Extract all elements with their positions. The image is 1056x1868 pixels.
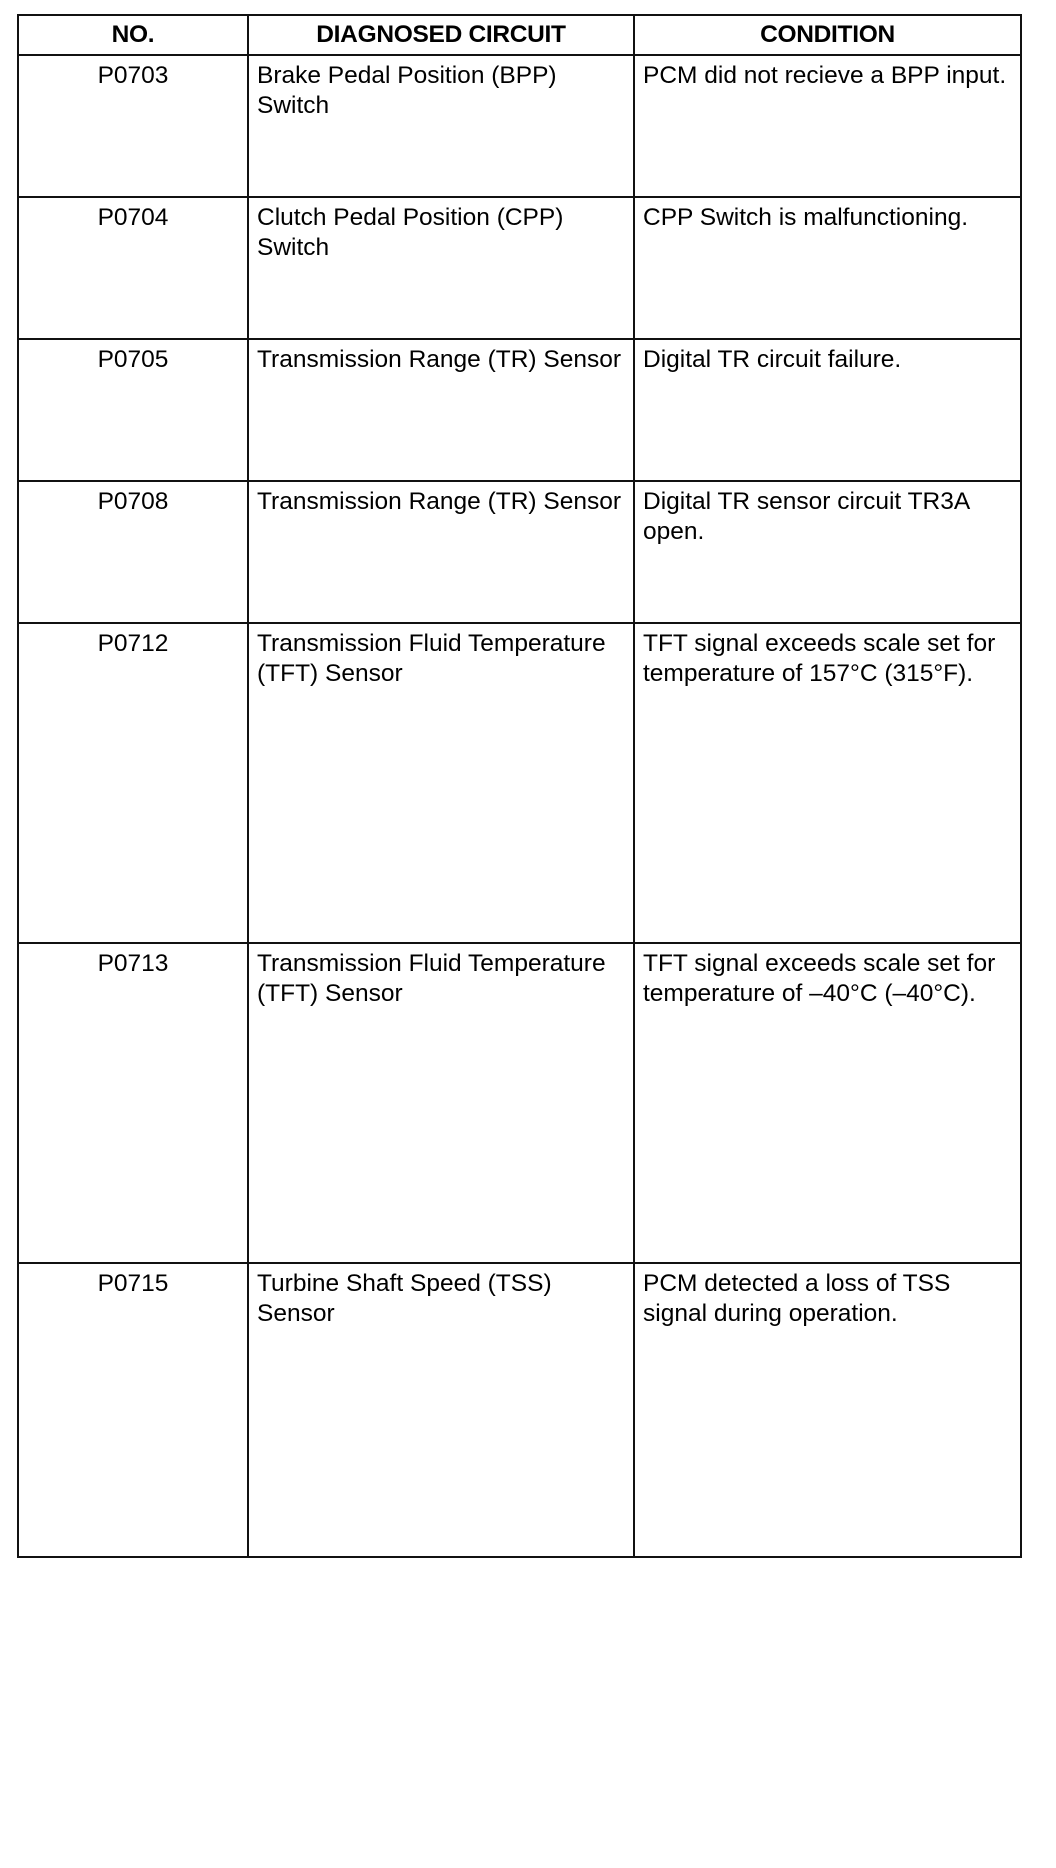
diagnosed-circuit: Clutch Pedal Position (CPP) Switch [248,197,634,339]
header-no: NO. [18,15,248,55]
diagnosed-circuit: Brake Pedal Position (BPP) Switch [248,55,634,197]
condition: Digital TR sensor circuit TR3A open. [634,481,1021,623]
table-row [18,623,1021,943]
dtc-code: P0703 [18,55,248,197]
table-row [18,339,1021,481]
header-diagnosed-circuit: DIAGNOSED CIRCUIT [248,15,634,55]
condition: CPP Switch is malfunctioning. [634,197,1021,339]
dtc-code: P0713 [18,943,248,1263]
diagnosed-circuit: Transmission Fluid Temperature (TFT) Sensor [248,623,634,943]
condition: TFT signal exceeds scale set for temperature of –40°C (–40°C). [634,943,1021,1263]
table-row [18,55,1021,197]
dtc-code: P0705 [18,339,248,481]
dtc-code: P0715 [18,1263,248,1557]
table-row [18,943,1021,1263]
table-row [18,1263,1021,1557]
dtc-table [17,14,1022,1558]
dtc-code: P0708 [18,481,248,623]
dtc-code: P0712 [18,623,248,943]
table-row [18,481,1021,623]
diagnosed-circuit: Transmission Range (TR) Sensor [248,481,634,623]
diagnosed-circuit: Transmission Range (TR) Sensor [248,339,634,481]
dtc-code: P0704 [18,197,248,339]
table-row [18,197,1021,339]
header-condition: CONDITION [634,15,1021,55]
diagnosed-circuit: Turbine Shaft Speed (TSS) Sensor [248,1263,634,1557]
table-body [18,55,1021,1557]
condition: Digital TR circuit failure. [634,339,1021,481]
table-header [18,15,1021,55]
condition: PCM detected a loss of TSS signal during operation. [634,1263,1021,1557]
diagnosed-circuit: Transmission Fluid Temperature (TFT) Sensor [248,943,634,1263]
condition: PCM did not recieve a BPP input. [634,55,1021,197]
header-row [18,15,1021,55]
condition: TFT signal exceeds scale set for temperature of 157°C (315°F). [634,623,1021,943]
